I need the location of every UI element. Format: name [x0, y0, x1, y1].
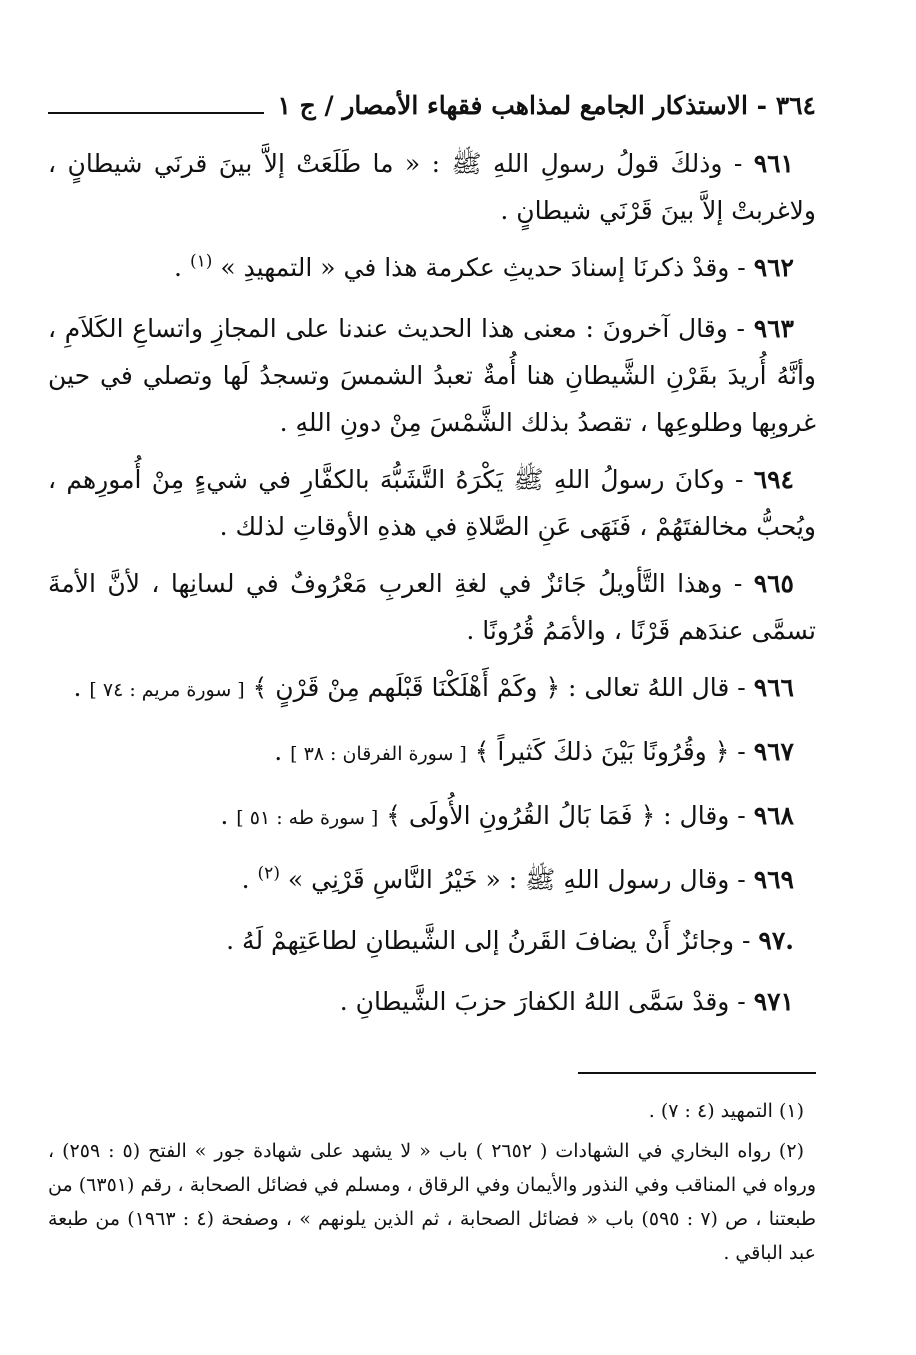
footnotes	[48, 1094, 816, 1276]
quran-citation: [ سورة مريم : ٧٤ ]	[89, 679, 245, 701]
paragraph-tail: .	[220, 801, 237, 830]
paragraph-text: - وكانَ رسولُ اللهِ ﷺ يَكْرَهُ التَّشَبُّهَ بالكفَّارِ في شيءٍ مِنْ أُمورِهم ، ويُحبُّ مخالفتَهُمْ ، فَنَهَى عَنِ الصَّلاةِ في هذهِ الأوقاتِ لذلك .	[48, 465, 816, 541]
paragraph-text: - وهذا التَّأويلُ جَائزٌ في لغةِ العربِ مَعْرُوفٌ في لسانِها ، لأنَّ الأمةَ تسمَّى عندَهم قَرْنًا ، والأمَمُ قُرُونًا .	[48, 569, 816, 645]
paragraph-970	[48, 917, 816, 964]
header-title: ٣٦٤ - الاستذكار الجامع لمذاهب فقهاء الأمصار / ج ١	[277, 91, 816, 120]
paragraph-number: ٩٦٣	[753, 314, 794, 343]
paragraph-number: ٩٦٨	[753, 801, 794, 830]
paragraph-966	[48, 664, 816, 714]
paragraph-number: ٩٦٩	[753, 865, 794, 894]
paragraph-text: - قال اللهُ تعالى : ﴿ وكَمْ أَهْلَكْنَا قَبْلَهم مِنْ قَرْنٍ ﴾	[244, 673, 754, 702]
paragraph-tail: .	[241, 865, 258, 894]
footnote-ref-1[interactable]: (١)	[189, 251, 213, 272]
paragraph-text: - وذلكَ قولُ رسولِ اللهِ ﷺ : « ما طَلَعَتْ إلاَّ بينَ قرنَي شيطانٍ ، ولاغربتْ إلاَّ بينَ قَرْنَي شيطانٍ .	[48, 149, 816, 225]
paragraph-number: ٩٦٥	[753, 569, 794, 598]
paragraph-number: ٩٦٦	[753, 673, 794, 702]
paragraph-965	[48, 560, 816, 654]
paragraph-text: - وقال : ﴿ فَمَا بَالُ القُرُونِ الأُولَى ﴾	[378, 801, 754, 830]
paragraph-971	[48, 978, 816, 1025]
paragraph-number: ٩٦٧	[753, 737, 794, 766]
footnote-separator	[578, 1072, 816, 1074]
paragraph-962	[48, 244, 816, 291]
main-text	[48, 140, 816, 1039]
paragraph-tail: .	[73, 673, 90, 702]
paragraph-text: - ﴿ وقُرُونًا بَيْنَ ذلكَ كَثيراً ﴾	[466, 737, 754, 766]
paragraph-961	[48, 140, 816, 234]
paragraph-number: ٩٦٢	[753, 253, 794, 282]
paragraph-text: - وقال رسول اللهِ ﷺ : « خَيْرُ النَّاسِ قَرْنِي »	[279, 865, 754, 894]
paragraph-text: - وقدْ ذكرنَا إسنادَ حديثِ عكرمة هذا في « التمهيدِ »	[212, 253, 754, 282]
paragraph-number: ٦٩٤	[753, 465, 794, 494]
paragraph-text: - وجائزٌ أَنْ يضافَ القَرنُ إلى الشَّيطانِ لطاعَتِهمْ لَهُ .	[226, 926, 759, 955]
paragraph-text: - وقال آخرونَ : معنى هذا الحديث عندنا على المجازِ واتساعِ الكَلاَمِ ، وأنَّهُ أُريدَ بقَرْنِ الشَّيطانِ هنا أُمةٌ تعبدُ الشمسَ وتسجدُ لَها وتصلي في حين غروبِها وطلوعِها ، تقصدُ بذلك الشَّمْسَ مِنْ دونِ اللهِ .	[48, 314, 816, 437]
quran-citation: [ سورة الفرقان : ٣٨ ]	[290, 743, 467, 765]
paragraph-tail: .	[174, 253, 190, 282]
footnote-ref-2[interactable]: (٢)	[257, 863, 280, 884]
paragraph-number: .٩٧	[758, 926, 794, 955]
footnote-1: (١) التمهيد (٤ : ٧) .	[648, 1100, 804, 1122]
quran-citation: [ سورة طه : ٥١ ]	[236, 807, 379, 829]
footnote-2: (٢) رواه البخاري في الشهادات ( ٢٦٥٢ ) باب « لا يشهد على شهادة جور » الفتح (٥ : ٢٥٩) ، ورواه في المناقب وفي النذور والأيمان وفي الرقاق ، ومسلم في فضائل الصحابة ، رقم (٦٣٥١) من طبعتنا ، ص (٧ : ٥٩٥) باب « فضائل الصحابة ، ثم الذين يلونهم » ، وصفحة (٤ : ١٩٦٣) من طبعة عبد الباقي .	[48, 1140, 817, 1264]
paragraph-968	[48, 792, 816, 842]
paragraph-963	[48, 305, 816, 446]
paragraph-tail: .	[274, 737, 291, 766]
paragraph-967	[48, 728, 816, 778]
running-header	[48, 86, 816, 122]
paragraph-969	[48, 856, 816, 903]
paragraph-text: - وقدْ سَمَّى اللهُ الكفارَ حزبَ الشَّيطانِ .	[339, 987, 754, 1016]
paragraph-964	[48, 456, 816, 550]
paragraph-number: ٩٦١	[753, 149, 794, 178]
paragraph-number: ٩٧١	[753, 987, 794, 1016]
header-rule	[48, 112, 264, 114]
